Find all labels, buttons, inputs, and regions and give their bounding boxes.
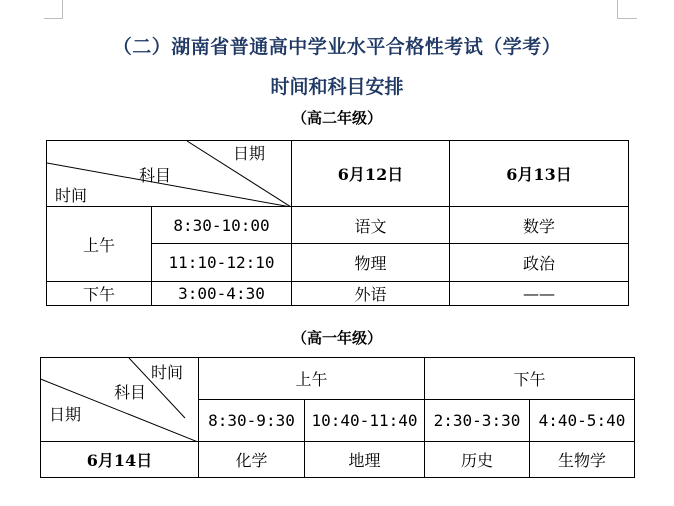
afternoon-label: 下午 <box>425 358 635 400</box>
subject-cell: 化学 <box>199 442 305 478</box>
grade1-corner-cell <box>41 358 199 442</box>
corner-label-date: 日期 <box>49 405 82 424</box>
crop-mark <box>617 0 618 18</box>
document-subtitle: 时间和科目安排 <box>270 76 404 98</box>
subject-cell: 地理 <box>305 442 425 478</box>
afternoon-label: 下午 <box>47 282 152 306</box>
grade2-heading: （高二年级） <box>291 109 382 127</box>
morning-label: 上午 <box>199 358 425 400</box>
grade2-corner-cell <box>47 141 292 207</box>
time-slot: 10:40-11:40 <box>305 400 425 442</box>
date-cell: 6月14日 <box>41 442 199 478</box>
subject-cell: 生物学 <box>530 442 635 478</box>
corner-label-date: 日期 <box>233 144 266 163</box>
corner-label-subject: 科目 <box>139 166 172 185</box>
subject-cell: —— <box>450 282 629 306</box>
time-slot: 8:30-9:30 <box>199 400 305 442</box>
crop-mark <box>44 18 63 19</box>
corner-label-time: 时间 <box>55 186 88 205</box>
morning-label: 上午 <box>47 207 152 282</box>
time-slot: 8:30-10:00 <box>152 207 292 244</box>
corner-label-subject: 科目 <box>114 383 147 402</box>
time-slot: 2:30-3:30 <box>425 400 530 442</box>
time-slot: 3:00-4:30 <box>152 282 292 306</box>
time-slot: 11:10-12:10 <box>152 244 292 282</box>
grade2-schedule-table <box>46 140 629 306</box>
corner-label-time: 时间 <box>151 363 184 382</box>
crop-mark <box>62 0 63 18</box>
subject-cell: 数学 <box>450 207 629 244</box>
subject-cell: 政治 <box>450 244 629 282</box>
subject-cell: 物理 <box>292 244 450 282</box>
date-header-2: 6月13日 <box>450 141 629 207</box>
grade1-schedule-table <box>40 357 635 478</box>
subject-cell: 外语 <box>292 282 450 306</box>
date-header-1: 6月12日 <box>292 141 450 207</box>
subject-cell: 语文 <box>292 207 450 244</box>
time-slot: 4:40-5:40 <box>530 400 635 442</box>
grade1-heading: （高一年级） <box>291 329 382 347</box>
subject-cell: 历史 <box>425 442 530 478</box>
document-title: （二）湖南省普通高中学业水平合格性考试（学考） <box>112 36 562 58</box>
crop-mark <box>617 18 637 19</box>
